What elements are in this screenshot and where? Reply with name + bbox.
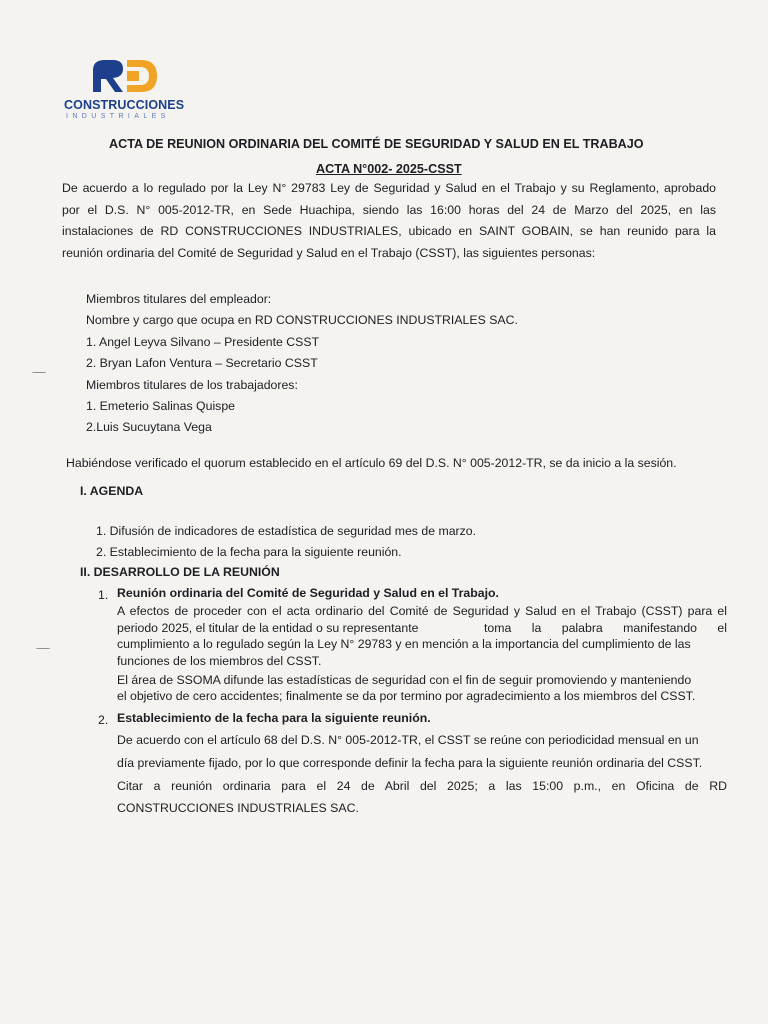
agenda-item: 1. Difusión de indicadores de estadística de seguridad mes de marzo.: [96, 524, 477, 538]
development-item-title: Reunión ordinaria del Comité de Seguridad y Salud en el Trabajo.: [117, 586, 499, 600]
intro-line: De acuerdo a lo regulado por la Ley N° 29783 Ley de Seguridad y Salud en el Trabajo y su Reglamento, aprobado: [62, 181, 716, 195]
intro-line: reunión ordinaria del Comité de Seguridad y Salud en el Trabajo (CSST), las siguientes personas:: [62, 246, 596, 260]
company-logo: [64, 52, 194, 126]
member-item: 2.Luis Sucuytana Vega: [86, 420, 212, 434]
employer-members-heading: Miembros titulares del empleador:: [86, 292, 272, 306]
development-paragraph-line: El área de SSOMA difunde las estadísticas de seguridad con el fin de seguir promoviendo y manteniendo: [117, 673, 692, 687]
development-paragraph-line: A efectos de proceder con el acta ordinario del Comité de Seguridad y Salud en el Trabajo (CSST) para el: [117, 604, 727, 618]
acta-number: ACTA N°002- 2025-CSST: [316, 162, 462, 176]
employer-company: Nombre y cargo que ocupa en RD CONSTRUCCIONES INDUSTRIALES SAC.: [86, 313, 518, 327]
development-paragraph-line: Citar a reunión ordinaria para el 24 de Abril del 2025; a las 15:00 p.m., en Oficina de RD: [117, 779, 727, 793]
rd-logo-mark: [91, 56, 161, 96]
development-heading: II. DESARROLLO DE LA REUNIÓN: [80, 565, 280, 579]
member-item: 1. Emeterio Salinas Quispe: [86, 399, 236, 413]
member-item: 2. Bryan Lafon Ventura – Secretario CSST: [86, 356, 318, 370]
logo-company-subtitle: INDUSTRIALES: [66, 113, 170, 120]
development-paragraph-line: día previamente fijado, por lo que corresponde definir la fecha para la siguiente reunión ordinaria del CSST.: [117, 756, 703, 770]
scan-mark: [32, 372, 46, 373]
development-paragraph-line: periodo 2025, el titular de la entidad o su representante: [117, 621, 419, 635]
development-paragraph-line: cumplimiento a lo regulado según la Ley N° 29783 y en mención a la importancia del cumplimiento de las: [117, 637, 691, 651]
development-item-number: 2.: [98, 713, 109, 727]
intro-line: por el D.S. N° 005-2012-TR, en Sede Huachipa, siendo las 16:00 horas del 24 de Marzo del 2025, en las: [62, 203, 716, 217]
development-paragraph-line: el objetivo de cero accidentes; finalmente se da por termino por agradecimiento a los miembros del CSST.: [117, 689, 696, 703]
development-item-number: 1.: [98, 588, 109, 602]
intro-line: instalaciones de RD CONSTRUCCIONES INDUSTRIALES, ubicado en SAINT GOBAIN, se han reunido para la: [62, 224, 716, 238]
scan-mark: [36, 648, 50, 649]
development-paragraph-line: De acuerdo con el artículo 68 del D.S. N° 005-2012-TR, el CSST se reúne con periodicidad mensual en un: [117, 733, 699, 747]
development-paragraph-line: toma la palabra manifestando el: [484, 621, 727, 635]
development-paragraph-line: CONSTRUCCIONES INDUSTRIALES SAC.: [117, 801, 359, 815]
agenda-item: 2. Establecimiento de la fecha para la siguiente reunión.: [96, 545, 402, 559]
document-title: ACTA DE REUNION ORDINARIA DEL COMITÉ DE SEGURIDAD Y SALUD EN EL TRABAJO: [109, 137, 644, 151]
logo-company-name: CONSTRUCCIONES: [64, 98, 185, 112]
quorum-statement: Habiéndose verificado el quorum establecido en el artículo 69 del D.S. N° 005-2012-TR, se da inicio a la sesión.: [66, 456, 677, 470]
development-paragraph-line: funciones de los miembros del CSST.: [117, 654, 322, 668]
worker-members-heading: Miembros titulares de los trabajadores:: [86, 378, 298, 392]
development-item-title: Establecimiento de la fecha para la siguiente reunión.: [117, 711, 431, 725]
member-item: 1. Angel Leyva Silvano – Presidente CSST: [86, 335, 320, 349]
agenda-heading: I. AGENDA: [80, 484, 144, 498]
